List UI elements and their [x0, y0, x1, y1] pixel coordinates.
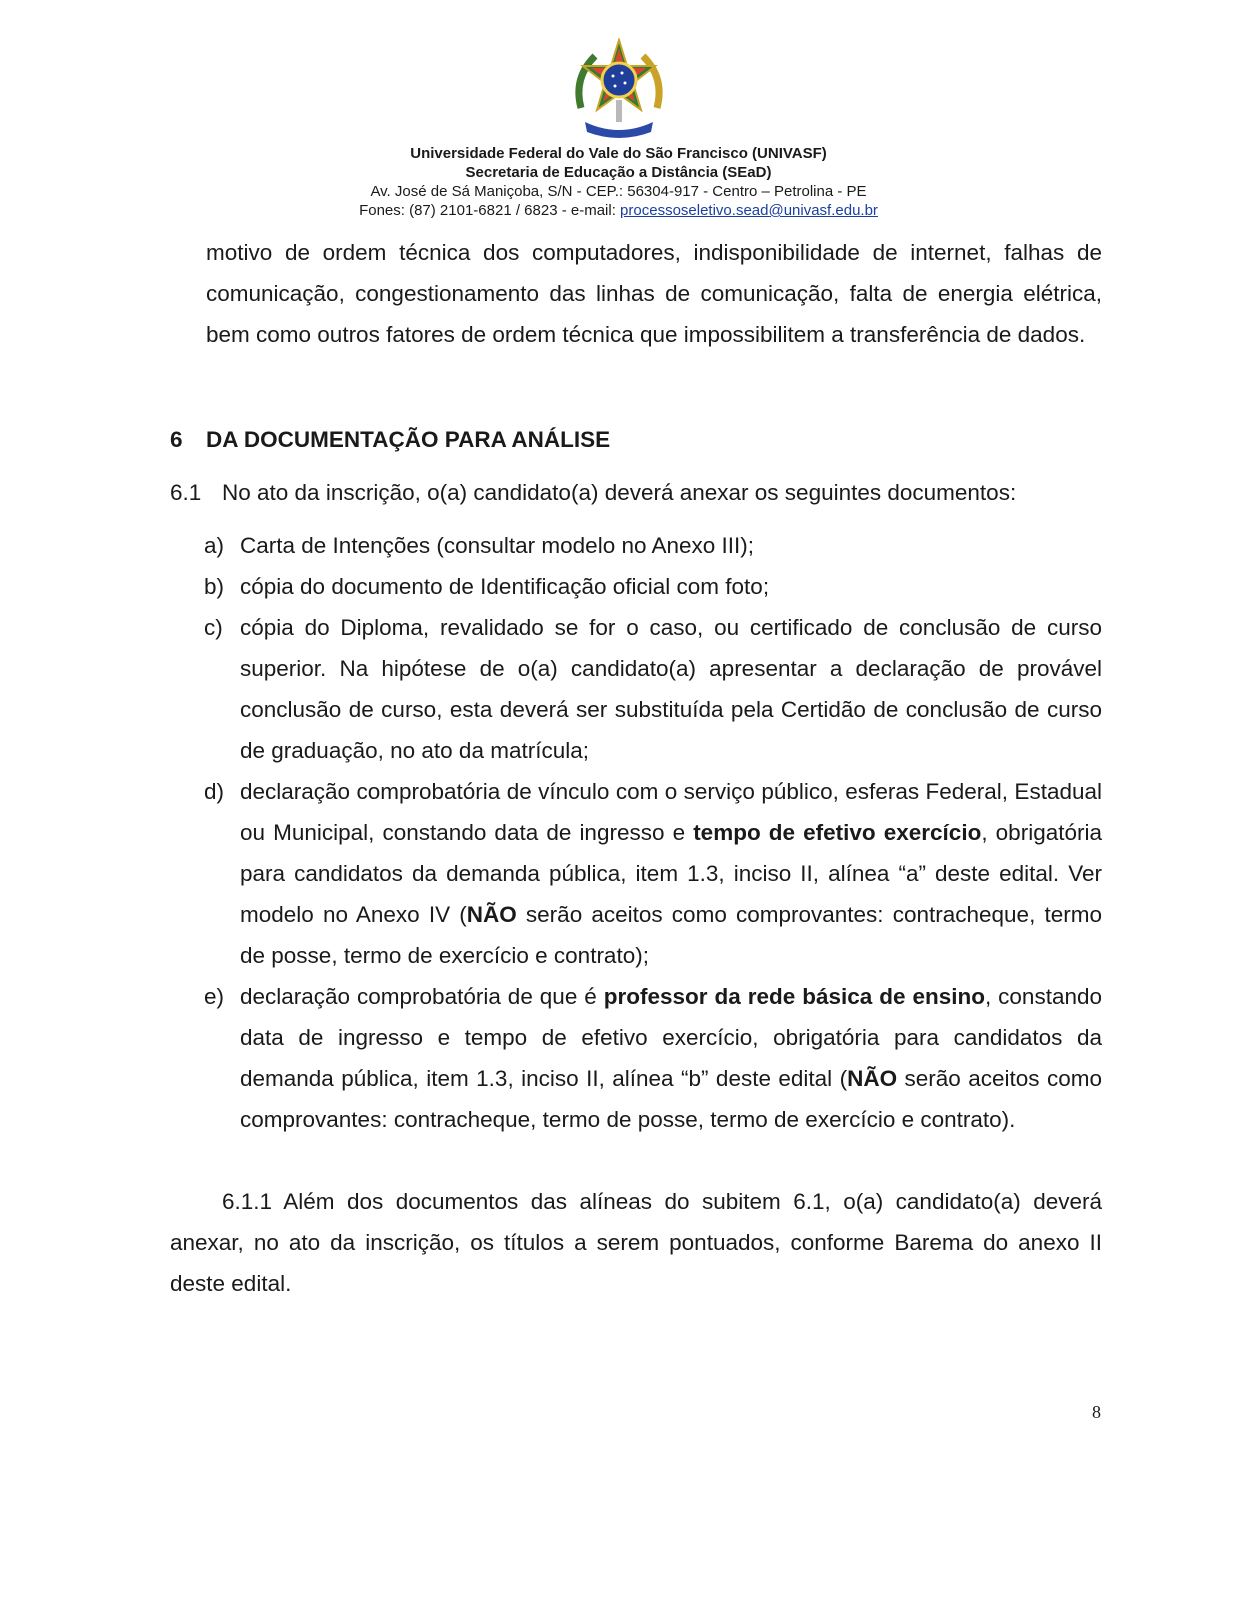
subsection-6-1 — [170, 472, 1102, 513]
item-text-1: declaração comprobatória de que é — [240, 984, 604, 1009]
document-list — [170, 525, 1102, 1140]
list-item-d — [170, 771, 1102, 976]
document-body — [170, 232, 1102, 1304]
list-item-e — [170, 976, 1102, 1140]
item-letter: b) — [204, 574, 225, 599]
item-bold-2: NÃO — [847, 1066, 898, 1091]
address-line: Av. José de Sá Maniçoba, S/N - CEP.: 56304-917 - Centro – Petrolina - PE — [370, 183, 867, 200]
department-name: Secretaria de Educação a Distância (SEaD) — [465, 164, 772, 181]
section-title: DA DOCUMENTAÇÃO PARA ANÁLISE — [206, 427, 611, 452]
list-item-c — [170, 607, 1102, 771]
item-bold-1: tempo de efetivo exercício — [693, 820, 982, 845]
item-bold-1: professor da rede básica de ensino — [603, 984, 985, 1009]
section-number: 6 — [170, 427, 183, 452]
item-letter: e) — [204, 984, 225, 1009]
item-text-2: , constando data de ingresso e tempo de efetivo exercício, obrigatória para candidatos da demanda pública, item 1.3, inciso II, alínea “b” deste edital ( — [240, 984, 1102, 1091]
subsection-text: No ato da inscrição, o(a) candidato(a) deverá anexar os seguintes documentos: — [222, 480, 1017, 505]
list-item-b — [170, 566, 1102, 607]
item-text-1: declaração comprobatória de vínculo com o serviço público, esferas Federal, Estadual ou Municipal, constando data de ingresso e — [240, 779, 1102, 845]
phones-text: Fones: (87) 2101-6821 / 6823 - e-mail: — [359, 202, 621, 219]
contact-line — [0, 201, 1237, 220]
institution-name: Universidade Federal do Vale do São Francisco (UNIVASF) — [410, 145, 827, 162]
letterhead — [0, 38, 1237, 220]
item-letter: d) — [204, 779, 225, 804]
section-heading — [170, 419, 1102, 460]
item-text-2: , obrigatória para candidatos da demanda pública, item 1.3, inciso II, alínea “a” deste edital. Ver modelo no Anexo IV ( — [240, 820, 1102, 927]
item-text: Carta de Intenções (consultar modelo no Anexo III); — [240, 533, 755, 558]
item-letter: a) — [204, 533, 225, 558]
subitem-6-1-1 — [170, 1181, 1102, 1304]
item-letter: c) — [204, 615, 223, 640]
item-text: cópia do Diploma, revalidado se for o caso, ou certificado de conclusão de curso superior. Na hipótese de o(a) candidato(a) apresentar a declaração de provável conclusão de curso, esta deverá ser substituída pela Certidão de conclusão de curso de graduação, no ato da matrícula; — [240, 615, 1102, 763]
list-item-a — [170, 525, 1102, 566]
subitem-number: 6.1.1 — [222, 1189, 273, 1214]
page-number: 8 — [1092, 1402, 1101, 1422]
item-bold-2: NÃO — [466, 902, 517, 927]
subsection-number: 6.1 — [170, 480, 202, 505]
intro-paragraph: motivo de ordem técnica dos computadores, indisponibilidade de internet, falhas de comunicação, congestionamento das linhas de comunicação, falta de energia elétrica, bem como outros fatores de ordem técnica que impossibilitem a transferência de dados. — [206, 240, 1102, 347]
item-text-3: serão aceitos como comprovantes: contracheque, termo de posse, termo de exercício e contrato); — [240, 902, 1102, 968]
item-text-3: serão aceitos como comprovantes: contracheque, termo de posse, termo de exercício e contrato). — [240, 1066, 1102, 1132]
item-text: cópia do documento de Identificação oficial com foto; — [240, 574, 770, 599]
email-link[interactable]: processoseletivo.sead@univasf.edu.br — [620, 202, 878, 219]
subitem-text: Além dos documentos das alíneas do subitem 6.1, o(a) candidato(a) deverá anexar, no ato da inscrição, os títulos a serem pontuados, conforme Barema do anexo II deste edital. — [170, 1189, 1102, 1296]
brazil-coat-of-arms-icon — [567, 38, 671, 142]
